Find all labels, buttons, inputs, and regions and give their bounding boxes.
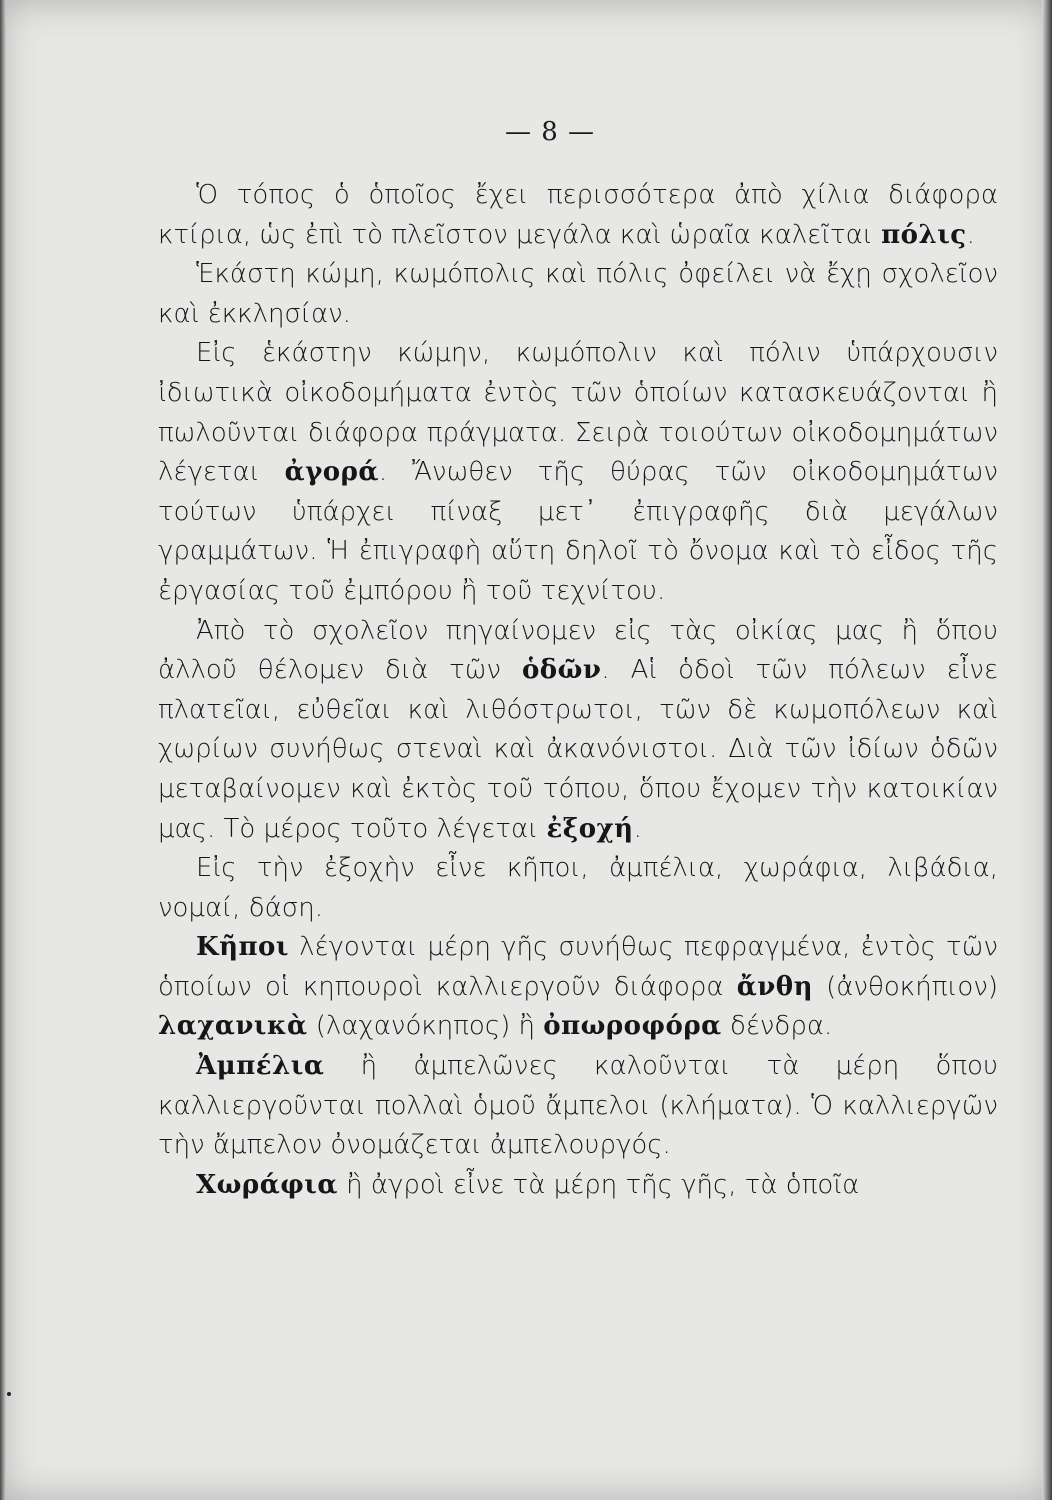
paragraph [158, 334, 998, 611]
paragraph-text: Ἀπὸ τὸ σχολεῖον πηγαίνομεν εἰς τὰς οἰκίας μας ἢ ὅπου ἀλλοῦ θέλομεν διὰ τῶν [158, 615, 998, 686]
bold-term: Χωράφια [196, 1169, 338, 1200]
bold-term: Ἀμπέλια [196, 1051, 325, 1082]
bold-term: ὀπωροφόρα [543, 1011, 722, 1042]
page-right-edge [1042, 0, 1052, 1500]
paragraph-text: Ὁ τόπος ὁ ὁποῖος ἔχει περισσότερα ἀπὸ χίλια διάφορα κτίρια, ὡς ἐπὶ τὸ πλεῖστον μεγάλα καὶ ὡραῖα καλεῖται [158, 180, 998, 250]
paragraph [158, 1166, 998, 1206]
paragraph-text: . Ἄνωθεν τῆς θύρας τῶν οἰκοδομημάτων τούτων ὑπάρχει πίναξ μετ᾽ ἐπιγραφῆς διὰ μεγάλων γραμμάτων. Ἡ ἐπιγραφὴ αὕτη δηλοῖ τὸ ὄνομα καὶ τὸ εἶδος τῆς ἐργασίας τοῦ ἐμπόρου ἢ τοῦ τεχνίτου. [158, 457, 998, 606]
paragraph-text: λέγονται μέρη γῆς συνήθως πεφραγμένα, ἐντὸς τῶν ὁποίων οἱ κηπουροὶ καλλιεργοῦν διάφορα [158, 932, 998, 1002]
page-number: — 8 — [504, 117, 596, 147]
paragraph [158, 928, 998, 1047]
paragraph [158, 176, 998, 255]
paragraph-text: (ἀνθοκήπιον) [813, 971, 998, 1002]
bold-term: πόλις [881, 219, 967, 250]
paragraph-text: . [966, 219, 975, 250]
paragraph-text: ἢ ἀμπελῶνες καλοῦνται τὰ μέρη ὅπου καλλιεργοῦνται πολλαὶ ὁμοῦ ἄμπελοι (κλήματα). Ὁ καλλιεργῶν τὴν ἄμπελον ὀνομάζεται ἀμπελουργός. [158, 1051, 998, 1161]
paragraph-text: Εἰς ἑκάστην κώμην, κωμόπολιν καὶ πόλιν ὑπάρχουσιν ἰδιωτικὰ οἰκοδομήματα ἐντὸς τῶν ὁποίων κατασκευάζονται ἢ πωλοῦνται διάφορα πράγματα. Σειρὰ τοιούτων οἰκοδομημάτων λέγεται [158, 338, 998, 488]
page-left-edge [0, 0, 6, 1500]
paragraph-text: . [633, 813, 642, 844]
bold-term: Κῆποι [196, 932, 289, 963]
paragraph-text: ἢ ἀγροὶ εἶνε τὰ μέρη τῆς γῆς, τὰ ὁποῖα [337, 1169, 860, 1200]
paragraph-text: . Αἱ ὁδοὶ τῶν πόλεων εἶνε πλατεῖαι, εὐθεῖαι καὶ λιθόστρωτοι, τῶν δὲ κωμοπόλεων καὶ χωρίων συνήθως στεναὶ καὶ ἀκανόνιστοι. Διὰ τῶν ἰδίων ὁδῶν μεταβαίνομεν καὶ ἐκτὸς τοῦ τόπου, ὅπου ἔχομεν τὴν κατοικίαν μας. Τὸ μέρος τοῦτο λέγεται [158, 655, 998, 844]
bold-term: ὁδῶν [521, 655, 602, 686]
bold-term: ἐξοχή [546, 813, 634, 844]
bold-term: λαχανικὰ [158, 1011, 308, 1042]
paragraph-text: (λαχανόκηπος) ἢ [307, 1011, 544, 1042]
paragraph [158, 255, 998, 334]
paragraph-text: δένδρα. [721, 1011, 833, 1042]
paragraph [158, 849, 998, 928]
paragraph-text: Ἑκάστη κώμη, κωμόπολις καὶ πόλις ὀφείλει νὰ ἔχῃ σχολεῖον καὶ ἐκκλησίαν. [158, 259, 998, 329]
ink-speck [7, 1392, 11, 1396]
paragraph-text: Εἰς τὴν ἐξοχὴν εἶνε κῆποι, ἀμπέλια, χωράφια, λιβάδια, νομαί, δάση. [158, 853, 998, 923]
bold-term: ἀγορά [284, 457, 379, 488]
bold-term: ἄνθη [736, 971, 813, 1002]
body-text [158, 176, 998, 1205]
paragraph [158, 1047, 998, 1166]
paragraph [158, 612, 998, 850]
